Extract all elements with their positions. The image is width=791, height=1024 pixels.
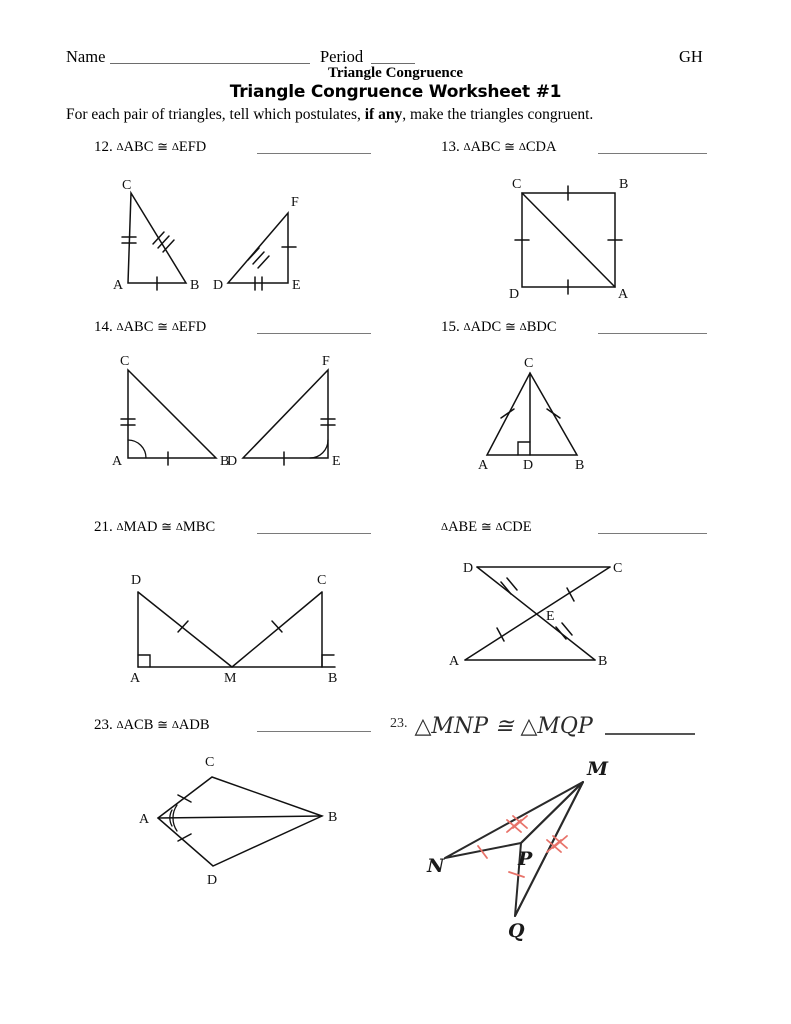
period-label: Period xyxy=(320,47,364,66)
congruent-symbol: ≅ xyxy=(157,319,169,334)
figure-problem-13 xyxy=(490,175,670,305)
vertex-label-C: C xyxy=(613,561,623,576)
vertex-label-D: D xyxy=(213,278,224,293)
answer-blank-15[interactable] xyxy=(598,333,707,334)
vertex-label-N: N xyxy=(427,855,445,877)
prompt-14-right: EFD xyxy=(178,319,207,335)
vertex-label-B: B xyxy=(328,810,338,825)
prompt-15-right: BDC xyxy=(526,319,557,335)
answer-blank-23a[interactable] xyxy=(257,731,371,732)
worksheet-subtitle: Triangle Congruence xyxy=(327,65,464,81)
congruent-symbol: ≅ xyxy=(504,319,516,334)
vertex-label-E: E xyxy=(332,454,341,469)
course-code-label: GH xyxy=(679,47,703,66)
prompt-22-left: ABE xyxy=(448,519,478,535)
vertex-label-B: B xyxy=(575,458,585,473)
vertex-label-D: D xyxy=(509,287,520,302)
prompt-23a-right: ADB xyxy=(178,717,210,733)
triangle-symbol: Δ xyxy=(441,521,449,533)
figure-problem-21 xyxy=(110,552,370,687)
worksheet-title: Triangle Congruence Worksheet #1 xyxy=(229,82,562,102)
vertex-label-C: C xyxy=(317,573,327,588)
vertex-label-D: D xyxy=(523,458,534,473)
prompt-21-left: MAD xyxy=(123,519,158,535)
prompt-15-left: ADC xyxy=(470,319,502,335)
triangle-symbol: Δ xyxy=(463,321,471,333)
answer-blank-14[interactable] xyxy=(257,333,371,334)
vertex-label-A: A xyxy=(130,671,141,686)
vertex-label-B: B xyxy=(220,454,230,469)
prompt-22-right: CDE xyxy=(502,519,532,535)
vertex-label-C: C xyxy=(120,354,130,369)
prompt-23b xyxy=(390,714,593,739)
period-blank-line[interactable] xyxy=(371,63,415,64)
prompt-21-number: 21. xyxy=(94,519,113,535)
name-label: Name xyxy=(66,47,106,66)
prompt-13-left: ABC xyxy=(470,139,501,155)
vertex-label-B: B xyxy=(598,654,608,669)
prompt-12-number: 12. xyxy=(94,139,113,155)
triangle-symbol: Δ xyxy=(116,141,124,153)
instructions-part-2: , make the triangles congruent. xyxy=(402,106,594,123)
vertex-label-B: B xyxy=(328,671,338,686)
vertex-label-D: D xyxy=(227,454,238,469)
triangle-outline-symbol: △ xyxy=(414,714,432,739)
triangle-symbol: Δ xyxy=(116,321,124,333)
triangle-symbol: Δ xyxy=(463,141,471,153)
vertex-label-D: D xyxy=(131,573,142,588)
answer-blank-23b[interactable] xyxy=(605,733,695,735)
vertex-label-B: B xyxy=(619,177,629,192)
prompt-14 xyxy=(94,319,206,336)
vertex-label-C: C xyxy=(524,356,534,371)
instructions-part-1: For each pair of triangles, tell which postulates, xyxy=(66,106,365,123)
triangle-symbol: Δ xyxy=(519,321,527,333)
congruent-symbol: ≅ xyxy=(157,717,169,732)
prompt-12-right: EFD xyxy=(178,139,207,155)
vertex-label-P: P xyxy=(518,848,533,870)
prompt-23a-number: 23. xyxy=(94,717,113,733)
figure-problem-22 xyxy=(425,550,650,678)
vertex-label-B: B xyxy=(190,278,200,293)
vertex-label-E: E xyxy=(546,609,555,624)
vertex-label-M: M xyxy=(224,671,237,686)
prompt-23b-number: 23. xyxy=(390,716,408,731)
vertex-label-A: A xyxy=(112,454,123,469)
prompt-21 xyxy=(94,519,215,536)
vertex-label-C: C xyxy=(512,177,522,192)
prompt-13-right: CDA xyxy=(525,139,557,155)
instructions-text xyxy=(66,106,593,124)
prompt-14-number: 14. xyxy=(94,319,113,335)
congruent-symbol: ≅ xyxy=(504,139,516,154)
vertex-label-A: A xyxy=(449,654,460,669)
prompt-22 xyxy=(441,519,532,536)
name-blank-line[interactable] xyxy=(110,63,310,64)
triangle-outline-symbol: △ xyxy=(520,714,538,739)
prompt-13-number: 13. xyxy=(441,139,460,155)
triangle-symbol: Δ xyxy=(171,321,179,333)
figure-problem-15 xyxy=(465,345,635,475)
triangle-symbol: Δ xyxy=(518,141,526,153)
vertex-label-C: C xyxy=(122,178,132,193)
prompt-15-number: 15. xyxy=(441,319,460,335)
vertex-label-F: F xyxy=(322,354,330,369)
vertex-label-C: C xyxy=(205,755,215,770)
congruent-symbol: ≅ xyxy=(495,714,514,739)
vertex-label-A: A xyxy=(478,458,489,473)
congruent-symbol: ≅ xyxy=(480,519,492,534)
answer-blank-22[interactable] xyxy=(598,533,707,534)
vertex-label-Q: Q xyxy=(508,920,525,942)
prompt-23a-left: ACB xyxy=(123,717,154,733)
answer-blank-21[interactable] xyxy=(257,533,371,534)
vertex-label-D: D xyxy=(463,561,474,576)
triangle-symbol: Δ xyxy=(116,719,124,731)
prompt-15 xyxy=(441,319,557,336)
vertex-label-F: F xyxy=(291,195,299,210)
figure-problem-23a xyxy=(125,748,365,893)
prompt-23a xyxy=(94,717,210,734)
prompt-13 xyxy=(441,139,557,156)
prompt-23b-left: MNP xyxy=(431,714,489,739)
congruent-symbol: ≅ xyxy=(161,519,173,534)
figure-problem-23b xyxy=(425,748,645,942)
vertex-label-M: M xyxy=(587,758,609,780)
prompt-23b-right: MQP xyxy=(537,714,593,739)
answer-blank-12[interactable] xyxy=(257,153,371,154)
prompt-14-left: ABC xyxy=(123,319,154,335)
vertex-label-A: A xyxy=(139,812,150,827)
triangle-symbol: Δ xyxy=(171,141,179,153)
vertex-label-A: A xyxy=(113,278,124,293)
triangle-symbol: Δ xyxy=(116,521,124,533)
congruent-symbol: ≅ xyxy=(157,139,169,154)
vertex-label-E: E xyxy=(292,278,301,293)
vertex-label-D: D xyxy=(207,873,218,888)
prompt-12 xyxy=(94,139,206,156)
answer-blank-13[interactable] xyxy=(598,153,707,154)
triangle-symbol: Δ xyxy=(175,521,183,533)
figure-problem-12 xyxy=(100,175,340,305)
figure-problem-14 xyxy=(100,348,350,473)
prompt-21-right: MBC xyxy=(182,519,216,535)
triangle-symbol: Δ xyxy=(171,719,179,731)
vertex-label-A: A xyxy=(618,287,629,302)
instructions-emphasis: if any xyxy=(364,106,403,123)
prompt-12-left: ABC xyxy=(123,139,154,155)
triangle-symbol: Δ xyxy=(495,521,503,533)
